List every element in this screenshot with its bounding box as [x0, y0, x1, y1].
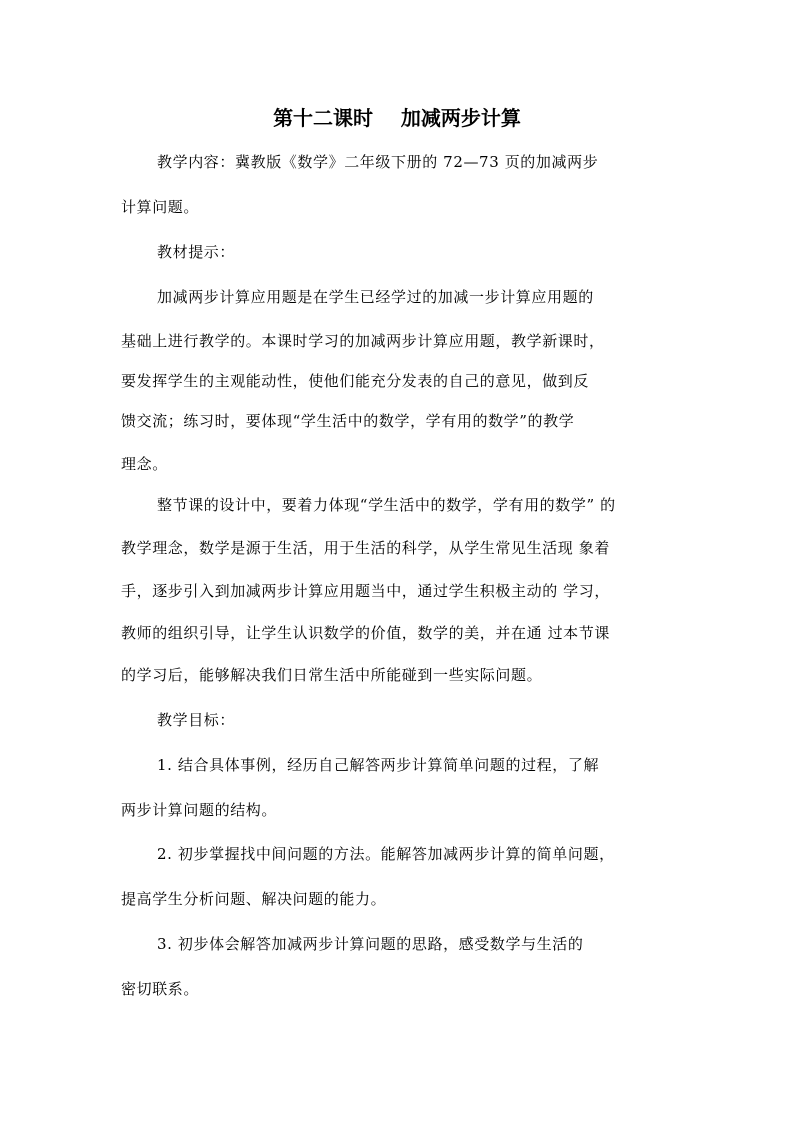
text-line: 理念。	[121, 455, 168, 473]
text-line: 整节课的设计中，要着力体现“学生活中的数学，学有用的数学” 的	[157, 496, 616, 514]
section-heading: 教材提示：	[157, 243, 236, 261]
page-title: 第十二课时 加减两步计算	[273, 106, 521, 130]
text-line: 加减两步计算应用题是在学生已经学过的加减一步计算应用题的	[157, 288, 594, 306]
list-item: 1. 结合具体事例，经历自己解答两步计算简单问题的过程，了解	[157, 756, 600, 774]
text-line: 基础上进行教学的。本课时学习的加减两步计算应用题，教学新课时，	[121, 332, 605, 350]
list-item: 3. 初步体会解答加减两步计算问题的思路，感受数学与生活的	[157, 935, 584, 953]
list-item-continuation: 两步计算问题的结构。	[121, 801, 278, 819]
text-line: 教学内容：冀教版《数学》二年级下册的 72—73 页的加减两步	[157, 153, 599, 171]
text-line: 馈交流；练习时，要体现“学生活中的数学，学有用的数学”的教学	[121, 412, 575, 430]
text-line: 教师的组织引导，让学生认识数学的价值，数学的美，并在通 过本节课	[121, 624, 610, 642]
text-line: 的学习后，能够解决我们日常生活中所能碰到一些实际问题。	[121, 666, 543, 684]
list-item: 2. 初步掌握找中间问题的方法。能解答加减两步计算的简单问题，	[157, 845, 615, 863]
list-item-continuation: 密切联系。	[121, 980, 200, 998]
text-line: 要发挥学生的主观能动性，使他们能充分发表的自己的意见，做到反	[121, 372, 590, 390]
list-item-continuation: 提高学生分析问题、解决问题的能力。	[121, 890, 387, 908]
text-line: 手，逐步引入到加减两步计算应用题当中，通过学生积极主动的 学习，	[121, 582, 610, 600]
text-line: 计算问题。	[121, 198, 200, 216]
section-heading: 教学目标：	[157, 711, 236, 729]
text-line: 教学理念，数学是源于生活，用于生活的科学，从学生常见生活现 象着	[121, 539, 610, 557]
